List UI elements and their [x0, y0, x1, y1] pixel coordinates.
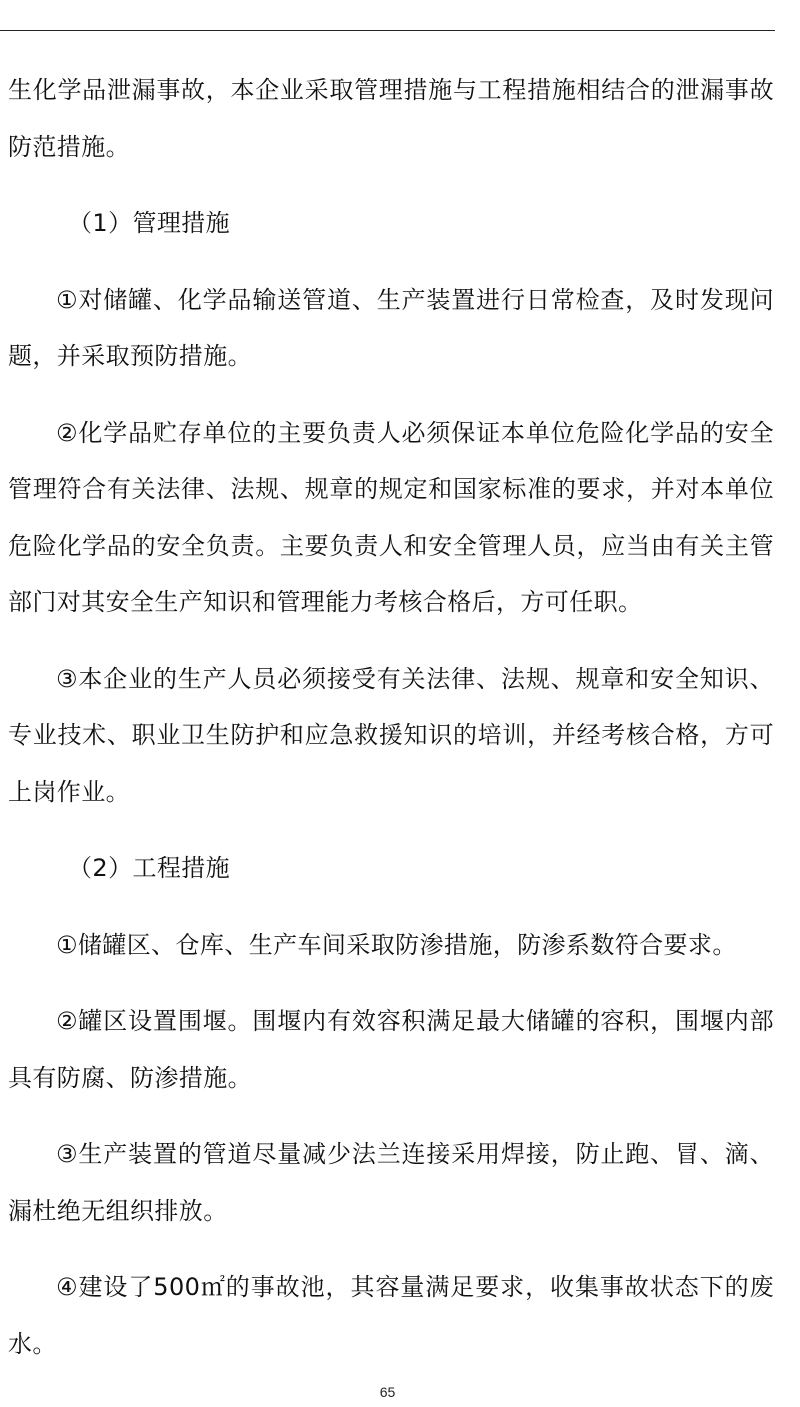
paragraph-management-2: ②化学品贮存单位的主要负责人必须保证本单位危险化学品的安全管理符合有关法律、法规、规章的规定和国家标准的要求，并对本单位危险化学品的安全负责。主要负责人和安全管理人员，应当由有关主管部门对其安全生产知识和管理能力考核合格后，方可任职。 [8, 418, 774, 616]
page-number: 65 [379, 1384, 396, 1400]
paragraph-engineering-4: ④建设了500㎡的事故池，其容量满足要求，收集事故状态下的废水。 [8, 1273, 774, 1358]
paragraph-management-1: ①对储罐、化学品输送管道、生产装置进行日常检查，及时发现问题，并采取预防措施。 [8, 285, 774, 370]
section-heading-engineering: （2）工程措施 [68, 854, 231, 882]
section-heading-management: （1）管理措施 [68, 209, 231, 237]
header-rule [0, 30, 775, 31]
paragraph-intro: 生化学品泄漏事故，本企业采取管理措施与工程措施相结合的泄漏事故防范措施。 [8, 76, 774, 161]
document-body [8, 62, 774, 1392]
paragraph-management-3: ③本企业的生产人员必须接受有关法律、法规、规章和安全知识、专业技术、职业卫生防护和应急救援知识的培训，并经考核合格，方可上岗作业。 [8, 664, 774, 806]
paragraph-engineering-2: ②罐区设置围堰。围堰内有效容积满足最大储罐的容积，围堰内部具有防腐、防渗措施。 [8, 1007, 774, 1092]
paragraph-engineering-3: ③生产装置的管道尽量减少法兰连接采用焊接，防止跑、冒、滴、漏杜绝无组织排放。 [8, 1140, 774, 1225]
paragraph-engineering-1: ①储罐区、仓库、生产车间采取防渗措施，防渗系数符合要求。 [56, 930, 737, 959]
